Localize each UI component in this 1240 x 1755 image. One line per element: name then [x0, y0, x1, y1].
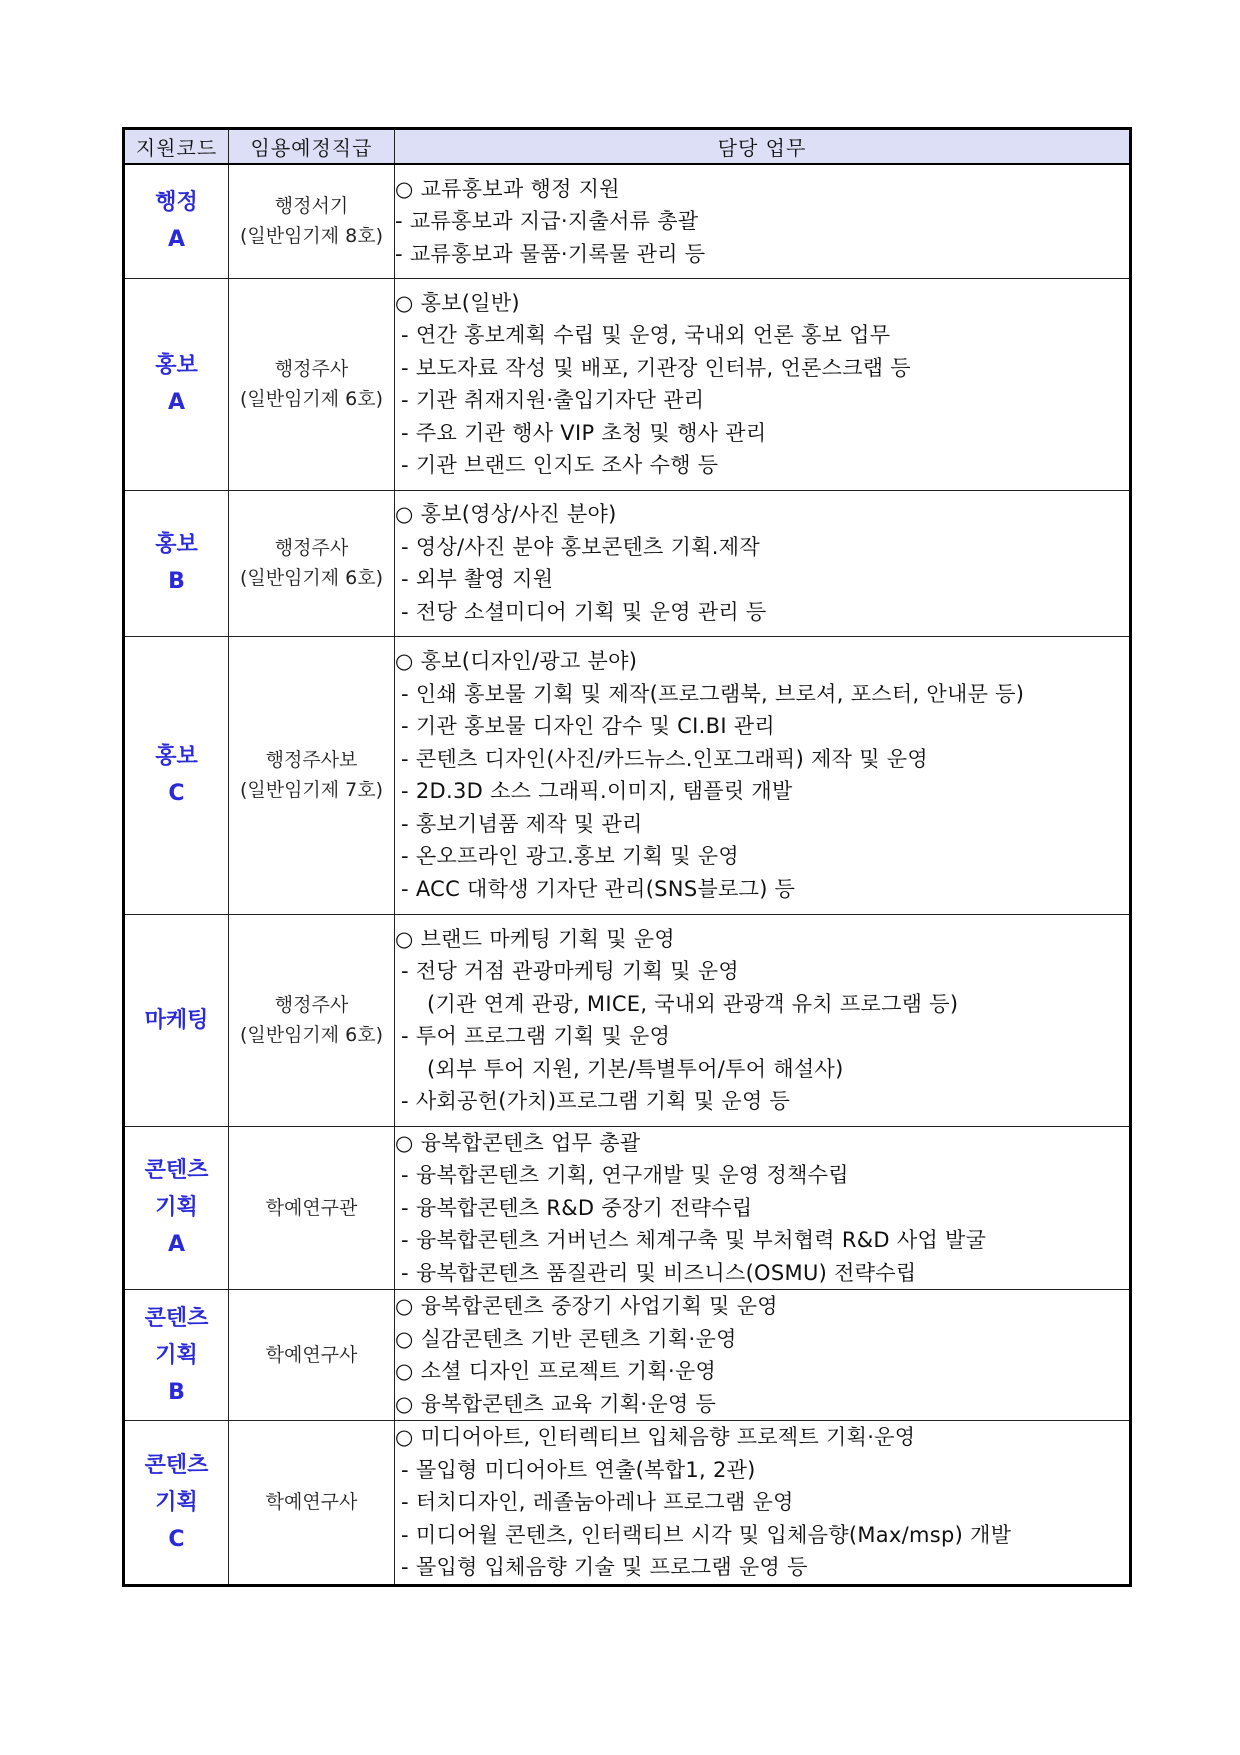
duty-list: [395, 914, 1131, 1126]
header-duties: 담당 업무: [395, 129, 1131, 165]
duty-list: [395, 1126, 1131, 1290]
table-row: [124, 1126, 1131, 1290]
rank: 학예연구사: [229, 1421, 395, 1586]
duty-item: - 영상/사진 분야 홍보콘텐츠 기획.제작: [401, 534, 760, 559]
duty-item: - 주요 기관 행사 VIP 초청 및 행사 관리: [401, 420, 767, 445]
duty-item: - 융복합콘텐츠 품질관리 및 비즈니스(OSMU) 전략수립: [401, 1260, 917, 1285]
table-row: [124, 164, 1131, 278]
table-row: [124, 490, 1131, 636]
support-code: 홍보 C: [124, 636, 229, 914]
duty-item: ○ 융복합콘텐츠 교육 기획·운영 등: [395, 1391, 717, 1416]
duty-item: ○ 홍보(일반): [395, 290, 520, 315]
duty-item: - 2D.3D 소스 그래픽.이미지, 탬플릿 개발: [401, 779, 793, 803]
table-row: [124, 1290, 1131, 1421]
table-row: [124, 636, 1131, 914]
duty-item: ○ 융복합콘텐츠 중장기 사업기획 및 운영: [395, 1294, 778, 1318]
duty-item: ○ 홍보(영상/사진 분야): [395, 502, 617, 526]
duty-item: - 인쇄 홍보물 기획 및 제작(프로그램북, 브로셔, 포스터, 안내문 등): [401, 681, 1025, 706]
duty-item: - 기관 홍보물 디자인 감수 및 CI.BI 관리: [401, 714, 775, 738]
header-code: 지원코드: [124, 129, 229, 165]
table-row: [124, 914, 1131, 1126]
table-header-row: [124, 129, 1131, 165]
table-row: [124, 278, 1131, 490]
rank: 행정주사보 (일반임기제 7호): [229, 636, 395, 914]
duty-table: [122, 127, 1132, 1587]
duty-item: ○ 홍보(디자인/광고 분야): [395, 649, 638, 673]
support-code: 콘텐츠 기획 A: [124, 1126, 229, 1290]
duty-item: - 터치디자인, 레졸눔아레나 프로그램 운영: [401, 1490, 794, 1514]
support-code: 홍보 A: [124, 278, 229, 490]
duty-list: [395, 1290, 1131, 1421]
table-row: [124, 1421, 1131, 1586]
rank: 행정주사 (일반임기제 6호): [229, 490, 395, 636]
duty-item: ○ 교류홍보과 행정 지원: [395, 176, 620, 201]
duty-item: ○ 융복합콘텐츠 업무 총괄: [395, 1130, 641, 1155]
duty-item: - 교류홍보과 물품·기록물 관리 등: [395, 241, 706, 266]
duty-item: - 홍보기념품 제작 및 관리: [401, 811, 643, 836]
duty-list: [395, 636, 1131, 914]
duty-item: (외부 투어 지원, 기본/특별투어/투어 해설사): [427, 1056, 844, 1081]
document-page: [122, 127, 1129, 1587]
duty-list: [395, 164, 1131, 278]
rank: 행정주사 (일반임기제 6호): [229, 278, 395, 490]
duty-item: - 미디어월 콘텐츠, 인터랙티브 시각 및 입체음향(Max/msp) 개발: [401, 1522, 1012, 1547]
duty-item: - 투어 프로그램 기획 및 운영: [401, 1024, 671, 1048]
duty-item: - 융복합콘텐츠 거버넌스 체계구축 및 부처협력 R&D 사업 발굴: [401, 1228, 987, 1252]
duty-item: - 전당 소셜미디어 기획 및 운영 관리 등: [401, 599, 767, 624]
support-code: 콘텐츠 기획 B: [124, 1290, 229, 1421]
support-code: 행정 A: [124, 164, 229, 278]
duty-item: - 보도자료 작성 및 배포, 기관장 인터뷰, 언론스크랩 등: [401, 355, 911, 380]
rank: 행정서기 (일반임기제 8호): [229, 164, 395, 278]
duty-item: ○ 실감콘텐츠 기반 콘텐츠 기획·운영: [395, 1326, 737, 1351]
support-code: 마케팅: [124, 914, 229, 1126]
duty-item: - 온오프라인 광고.홍보 기획 및 운영: [401, 844, 739, 868]
duty-list: [395, 278, 1131, 490]
duty-item: ○ 미디어아트, 인터렉티브 입체음향 프로젝트 기획·운영: [395, 1425, 916, 1449]
duty-item: - 연간 홍보계획 수립 및 운영, 국내외 언론 홍보 업무: [401, 323, 891, 347]
duty-item: ○ 브랜드 마케팅 기획 및 운영: [395, 926, 675, 951]
duty-item: - 기관 취재지원·출입기자단 관리: [401, 388, 705, 412]
duty-item: - 콘텐츠 디자인(사진/카드뉴스.인포그래픽) 제작 및 운영: [401, 746, 928, 771]
duty-item: - 기관 브랜드 인지도 조사 수행 등: [401, 453, 719, 477]
rank: 행정주사 (일반임기제 6호): [229, 914, 395, 1126]
duty-list: [395, 1421, 1131, 1586]
rank: 학예연구사: [229, 1290, 395, 1421]
duty-item: - 사회공헌(가치)프로그램 기획 및 운영 등: [401, 1089, 791, 1113]
duty-item: - 전당 거점 관광마케팅 기획 및 운영: [401, 959, 739, 983]
support-code: 콘텐츠 기획 C: [124, 1421, 229, 1586]
duty-item: - 융복합콘텐츠 기획, 연구개발 및 운영 정책수립: [401, 1163, 849, 1187]
rank: 학예연구관: [229, 1126, 395, 1290]
duty-item: - 융복합콘텐츠 R&D 중장기 전략수립: [401, 1195, 753, 1220]
header-rank: 임용예정직급: [229, 129, 395, 165]
support-code: 홍보 B: [124, 490, 229, 636]
duty-item: - 교류홍보과 지급·지출서류 총괄: [395, 209, 699, 233]
duty-item: (기관 연계 관광, MICE, 국내외 관광객 유치 프로그램 등): [427, 991, 959, 1016]
duty-item: - 몰입형 입체음향 기술 및 프로그램 운영 등: [401, 1555, 808, 1579]
duty-item: - ACC 대학생 기자단 관리(SNS블로그) 등: [401, 876, 796, 901]
duty-item: ○ 소셜 디자인 프로젝트 기획·운영: [395, 1359, 717, 1383]
duty-list: [395, 490, 1131, 636]
duty-item: - 몰입형 미디어아트 연출(복합1, 2관): [401, 1457, 756, 1482]
duty-item: - 외부 촬영 지원: [401, 567, 554, 591]
